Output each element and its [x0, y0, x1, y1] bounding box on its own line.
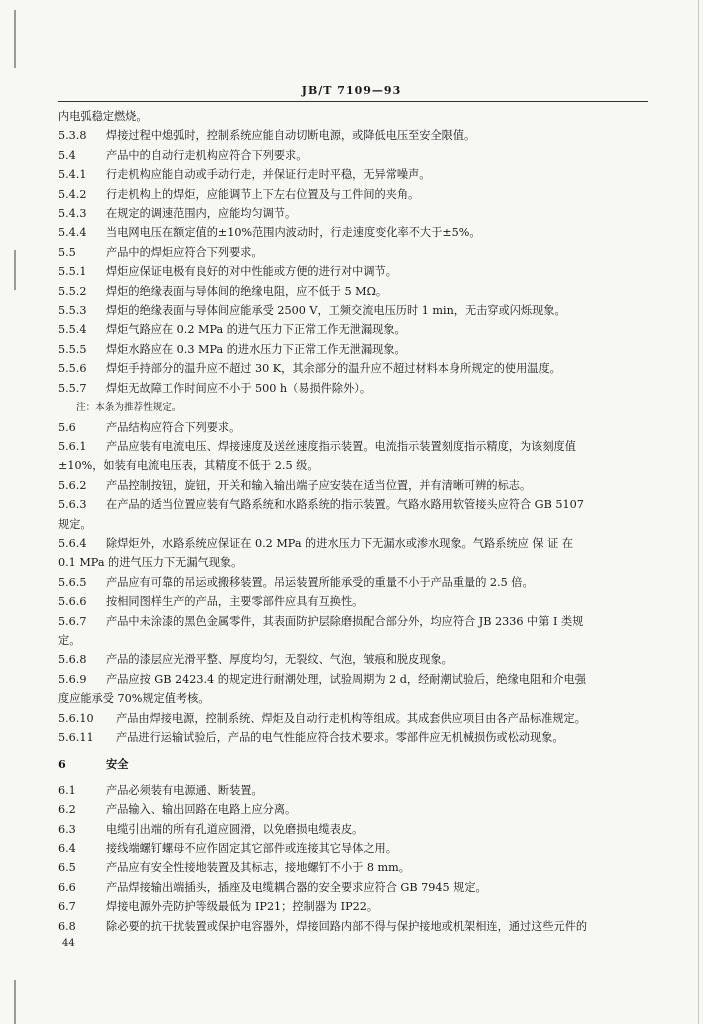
- clause-text: 产品进行运输试验后，产品的电气性能应符合技术要求。零部件应无机械损伤或松动现象。: [116, 731, 564, 744]
- header-rule: [58, 101, 648, 102]
- clause-number: 5.5.4: [58, 323, 87, 337]
- clause-line: [58, 858, 648, 877]
- clause-line: [58, 689, 648, 708]
- clause-number: 6.2: [58, 803, 76, 817]
- clause-text: 度应能承受 70%规定值考核。: [58, 692, 210, 706]
- clause-line: [58, 262, 648, 281]
- clause-number: 5.6.6: [58, 595, 87, 609]
- binding-marks: [14, 0, 24, 1024]
- clause-number: 5.6.1: [58, 439, 87, 453]
- clause-line: [58, 631, 648, 650]
- clause-line: [58, 650, 648, 669]
- clause-line: [58, 379, 648, 398]
- clause-text: 产品由焊接电源，控制系统、焊炬及自动行走机构等组成。其成套供应项目由各产品标准规定。: [116, 711, 586, 725]
- clause-number: 6: [58, 757, 66, 772]
- clause-text: 在产品的适当位置应装有气路系统和水路系统的指示装置。气路水路用软管接头应符合 GB 5107: [106, 498, 584, 512]
- clause-line: [58, 359, 648, 378]
- clause-line: [58, 126, 648, 145]
- clause-number: 5.3.8: [58, 129, 87, 143]
- clause-text: 焊炬无故障工作时间应不小于 500 h（易损件除外）。: [106, 381, 372, 395]
- clause-line: [58, 917, 648, 936]
- clause-text: 当电网电压在额定值的±10%范围内波动时，行走速度变化率不大于±5%。: [106, 226, 481, 240]
- clause-number: 5.5.1: [58, 265, 87, 279]
- clause-number: 5.6.8: [58, 653, 87, 667]
- clause-line: [58, 709, 648, 728]
- clause-number: 5.6.5: [58, 575, 87, 589]
- clause-text: 焊炬气路应在 0.2 MPa 的进气压力下正常工作无泄漏现象。: [106, 323, 406, 337]
- note-line: [58, 398, 648, 417]
- clause-text: 产品中的焊炬应符合下列要求。: [106, 245, 263, 259]
- clause-number: 6.1: [58, 783, 76, 797]
- clause-text: ±10%，如装有电流电压表，其精度不低于 2.5 级。: [58, 459, 319, 473]
- clause-text: 行走机构应能自动或手动行走，并保证行走时平稳，无异常噪声。: [106, 168, 431, 182]
- clause-text: 产品应装有电流电压、焊接速度及送丝速度指示装置。电流指示装置刻度指示精度，为该刻度值: [106, 439, 576, 453]
- clause-line: [58, 820, 648, 839]
- clause-number: 5.6.4: [58, 536, 87, 550]
- clause-line: [58, 301, 648, 320]
- clause-line: [58, 146, 648, 165]
- clause-text: 内电弧稳定燃烧。: [58, 110, 148, 123]
- clause-line: [58, 340, 648, 359]
- clause-number: 5.4.1: [58, 168, 87, 182]
- clause-text: 安全: [106, 757, 129, 772]
- clause-number: 5.4.3: [58, 207, 87, 221]
- clause-text: 焊炬的绝缘表面与导体间应能承受 2500 V，工频交流电压历时 1 min，无击穿或闪烁现象。: [106, 304, 566, 318]
- clause-text: 产品中的自动行走机构应符合下列要求。: [106, 148, 308, 162]
- clause-line: [58, 107, 648, 126]
- clause-number: 6.6: [58, 880, 76, 894]
- clause-text: 按相同图样生产的产品，主要零部件应具有互换性。: [106, 595, 364, 609]
- clause-line: [58, 553, 648, 572]
- document-body: [58, 107, 648, 936]
- clause-number: 5.6.3: [58, 498, 87, 512]
- clause-number: 5.5: [58, 245, 76, 259]
- clause-text: 在规定的调速范围内，应能均匀调节。: [106, 207, 297, 221]
- clause-number: 6.4: [58, 842, 76, 856]
- clause-text: 焊炬的绝缘表面与导体间的绝缘电阻，应不低于 5 MΩ。: [106, 284, 388, 298]
- clause-number: 5.6.10: [58, 711, 94, 725]
- clause-number: 5.5.2: [58, 284, 87, 298]
- clause-number: 6.7: [58, 900, 76, 914]
- clause-text: 产品焊接输出端插头，插座及电缆耦合器的安全要求应符合 GB 7945 规定。: [106, 880, 487, 894]
- section-heading: [58, 755, 648, 774]
- clause-line: [58, 534, 648, 553]
- clause-text: 产品中未涂漆的黑色金属零件，其表面防护层除磨损配合部分外，均应符合 JB 2336 中第 I 类规: [106, 614, 584, 628]
- clause-text: 规定。: [58, 517, 92, 531]
- clause-text: 产品必须装有电源通、断装置。: [106, 783, 263, 797]
- clause-line: [58, 592, 648, 611]
- clause-line: [58, 670, 648, 689]
- clause-line: [58, 839, 648, 858]
- clause-line: [58, 282, 648, 301]
- clause-number: 5.6.7: [58, 614, 87, 628]
- clause-line: [58, 437, 648, 456]
- clause-line: [58, 185, 648, 204]
- page-edge: [698, 0, 699, 1024]
- clause-text: 焊接过程中熄弧时，控制系统应能自动切断电源，或降低电压至安全限值。: [106, 129, 476, 143]
- clause-line: [58, 612, 648, 631]
- clause-number: 5.4: [58, 148, 76, 162]
- standard-number-header: JB/T 7109—93: [301, 84, 402, 97]
- clause-number: 5.4.2: [58, 187, 87, 201]
- clause-number: 5.6.2: [58, 478, 87, 492]
- clause-text: 产品应按 GB 2423.4 的规定进行耐潮处理，试验周期为 2 d，经耐潮试验后，绝缘电阻和介电强: [106, 672, 586, 686]
- clause-number: 6.3: [58, 822, 76, 836]
- clause-line: [58, 418, 648, 437]
- clause-text: 焊炬手持部分的温升应不超过 30 K，其余部分的温升应不超过材料本身所规定的使用温度。: [106, 362, 561, 376]
- clause-line: [58, 320, 648, 339]
- clause-line: [58, 781, 648, 800]
- clause-text: 产品应有安全性接地装置及其标志，接地螺钉不小于 8 mm。: [106, 861, 410, 875]
- clause-text: 产品的漆层应光滑平整、厚度均匀，无裂纹、气泡，皱痕和脱皮现象。: [106, 653, 453, 667]
- clause-line: [58, 223, 648, 242]
- clause-text: 定。: [58, 633, 81, 647]
- clause-number: 5.6.9: [58, 672, 87, 686]
- clause-text: 产品输入、输出回路在电路上应分离。: [106, 803, 297, 817]
- clause-line: [58, 573, 648, 592]
- clause-line: [58, 456, 648, 475]
- clause-text: 除必要的抗干扰装置或保护电容器外，焊接回路内部不得与保护接地或机架相连，通过这些元件的: [106, 919, 588, 933]
- clause-line: [58, 243, 648, 262]
- clause-number: 5.5.5: [58, 342, 87, 356]
- clause-text: 接线端螺钉螺母不应作固定其它部件或连接其它导体之用。: [106, 842, 397, 856]
- clause-text: 除焊炬外，水路系统应保证在 0.2 MPa 的进水压力下无漏水或渗水现象。气路系统应 保 证 在: [106, 536, 574, 550]
- clause-line: [58, 204, 648, 223]
- clause-line: [58, 515, 648, 534]
- clause-number: 6.5: [58, 861, 76, 875]
- clause-line: [58, 897, 648, 916]
- clause-number: 6.8: [58, 919, 76, 933]
- clause-number: 5.6.11: [58, 731, 94, 744]
- clause-line: [58, 476, 648, 495]
- clause-text: 电缆引出端的所有孔道应圆滑，以免磨损电缆表皮。: [106, 822, 364, 836]
- clause-line: [58, 728, 648, 747]
- clause-text: 产品应有可靠的吊运或搬移装置。吊运装置所能承受的重量不小于产品重量的 2.5 倍。: [106, 575, 534, 589]
- clause-number: 5.5.6: [58, 362, 87, 376]
- clause-text: 焊接电源外壳防护等级最低为 IP21；控制器为 IP22。: [106, 900, 379, 914]
- clause-text: 焊炬水路应在 0.3 MPa 的进水压力下正常工作无泄漏现象。: [106, 342, 406, 356]
- clause-text: 行走机构上的焊炬，应能调节上下左右位置及与工件间的夹角。: [106, 187, 420, 201]
- clause-line: [58, 495, 648, 514]
- clause-text: 焊炬应保证电极有良好的对中性能或方便的进行对中调节。: [106, 265, 397, 279]
- clause-text: 产品结构应符合下列要求。: [106, 420, 241, 434]
- clause-number: 5.6: [58, 420, 76, 434]
- clause-text: 产品控制按钮，旋钮，开关和输入输出端子应安装在适当位置，并有清晰可辨的标志。: [106, 478, 532, 492]
- clause-number: 5.4.4: [58, 226, 87, 240]
- clause-line: [58, 878, 648, 897]
- clause-text: 0.1 MPa 的进气压力下无漏气现象。: [58, 556, 243, 570]
- clause-number: 5.5.7: [58, 381, 87, 395]
- clause-number: 5.5.3: [58, 304, 87, 318]
- clause-line: [58, 165, 648, 184]
- clause-text: 注：本条为推荐性规定。: [76, 402, 182, 414]
- clause-line: [58, 800, 648, 819]
- page-number: 44: [62, 938, 75, 949]
